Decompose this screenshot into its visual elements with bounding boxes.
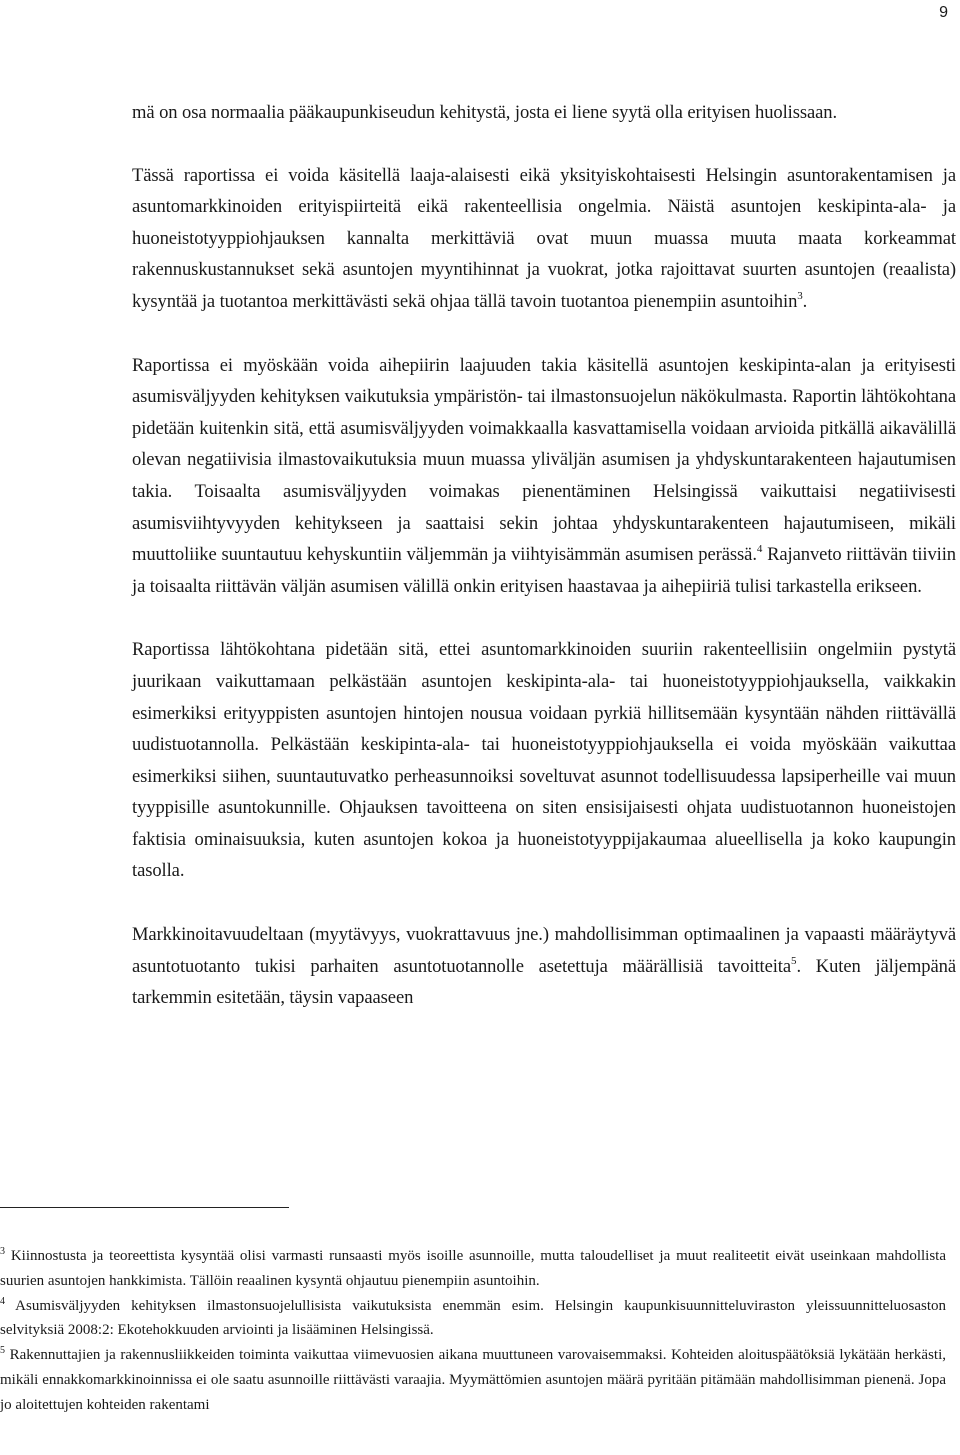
footnote-ref-5: 5 xyxy=(791,954,797,967)
footnote-3-text: Kiinnostusta ja teoreettista kysyntää olisi varmasti runsaasti myös isoille asunnoille, mutta taloudelliset ja muut realiteetit eivät useinkaan mahdollista suurien asuntojen hankkimista. Tällöin reaalinen kysyntä ohjautuu pienempiin asuntoihin. xyxy=(0,1248,946,1289)
paragraph-5-text: Markkinoitavuudeltaan (myytävyys, vuokrattavuus jne.) mahdollisimman optimaalinen ja vapaasti määräytyvä asuntotuotanto tukisi parhaiten asuntotuotannolle asetettuja määrällisiä tavoitteita xyxy=(132,924,956,977)
footnote-separator xyxy=(0,1207,289,1208)
page-number: 9 xyxy=(939,4,948,21)
paragraph-4: Raportissa lähtökohtana pidetään sitä, ettei asuntomarkkinoiden suuriin rakenteellisiin ongelmiin pystytä juurikaan vaikuttamaan pelkästään asuntojen keskipinta-ala- tai huoneistotyyppiohjauksella, vaikkakin esimerkiksi erityyppisten asuntojen hintojen nousua voidaan pyrkiä hillitsemään kysyntään nähden riittävällä uudistuotannolla. Pelkästään keskipinta-ala- tai huoneistotyyppiohjauksella ei voida myöskään vaikuttaa esimerkiksi siihen, suuntautuvatko perheasunnoiksi soveltuvat asunnot todellisuudessa lapsiperheille vai muun tyyppisille asuntokunnille. Ohjauksen tavoitteena on siten ensisijaisesti ohjata uudistuotannon huoneistojen faktisia ominaisuuksia, kuten asuntojen kokoa ja huoneistotyyppijakaumaa alueellisella ja koko kaupungin tasolla. xyxy=(132,639,956,882)
paragraph-2-text: Tässä raportissa ei voida käsitellä laaja-alaisesti eikä yksityiskohtaisesti Helsingin asuntorakentamisen ja asuntomarkkinoiden erityispiirteitä eikä rakenteellisia ongelmia. Näistä asuntojen keskipinta-ala- ja huoneistotyyppiohjauksen kannalta merkittäviä ovat muun muassa muuta maata korkeammat rakennuskustannukset sekä asuntojen myyntihinnat ja vuokrat, jotka rajoittavat suurten asuntojen (reaalista) kysyntää ja tuotantoa merkittävästi sekä ohjaa tällä tavoin tuotantoa pienempiin asuntoihin xyxy=(132,164,956,312)
footnote-ref-4: 4 xyxy=(756,543,763,556)
paragraph-3-text: Raportissa ei myöskään voida aihepiirin laajuuden takia käsitellä asuntojen keskipinta-alan ja erityisesti asumisväljyyden kehityksen vaikutuksia ympäristön- tai ilmastonsuojelun näkökulmasta. Raportin lähtökohtana pidetään kuitenkin sitä, että asumisväljyyden voimakkaalla kasvattamisella voidaan arvioida pitkällä aikavälillä olevan negatiivisia ilmastovaikutuksia muun muassa yliväljän asumisen ja yhdyskuntarakenteen hajautumisen takia. Toisaalta asumisväljyyden voimakas pienentäminen Helsingissä vaikuttaisi negatiivisesti asumisviihtyvyyden kehitykseen ja saattaisi sekin johtaa yhdyskuntarakenteen hajautumiseen, mikäli muuttoliike suuntautuu kehyskuntiin väljemmän ja viihtyisämmän asumisen perässä. xyxy=(132,354,956,566)
footnote-3-number: 3 xyxy=(0,1246,5,1257)
footnote-5-text: Rakennuttajien ja rakennusliikkeiden toiminta vaikuttaa viimevuosien aikana muuttuneen varovaisemmaksi. Kohteiden aloituspäätöksiä lykätään herkästi, mikäli ennakkomarkkinoinnissa ei ole saatu asunnoille riittävästi varaajia. Myymättömien asuntojen määrä pyritään pitämään mahdollisimman pienenä. Jopa jo aloitettujen kohteiden rakentami xyxy=(0,1347,946,1413)
footnote-4-number: 4 xyxy=(0,1295,5,1307)
footnote-ref-3: 3 xyxy=(797,289,803,302)
paragraph-1: mä on osa normaalia pääkaupunkiseudun kehitystä, josta ei liene syytä olla erityisen huolissaan. xyxy=(132,102,838,123)
footnote-5 xyxy=(0,1343,946,1417)
body-text xyxy=(132,97,956,1014)
paragraph-3-end: Rajanveto riittävän tiiviin ja toisaalta riittävän väljän asumisen välillä onkin erityisen haastavaa ja aihepiiriä tulisi tarkastella erikseen. xyxy=(132,544,956,597)
paragraph-5-end: . Kuten jäljempänä tarkemmin esitetään, täysin vapaaseen xyxy=(132,955,956,1009)
paragraph-3 xyxy=(132,350,956,603)
footnote-5-number: 5 xyxy=(0,1345,5,1357)
paragraph-5 xyxy=(132,919,956,1014)
footnote-3 xyxy=(0,1244,946,1294)
paragraph-2 xyxy=(132,160,956,318)
paragraph-2-end: . xyxy=(802,290,808,312)
footnote-4-text: Asumisväljyyden kehityksen ilmastonsuojelullisista vaikutuksista enemmän esim. Helsingin kaupunkisuunnitteluviraston yleissuunnitteluosaston selvityksiä 2008:2: Ekotehokkuuden arviointi ja lisääminen Helsingissä. xyxy=(0,1297,946,1339)
footnote-4 xyxy=(0,1294,946,1344)
footnotes xyxy=(0,1244,946,1418)
